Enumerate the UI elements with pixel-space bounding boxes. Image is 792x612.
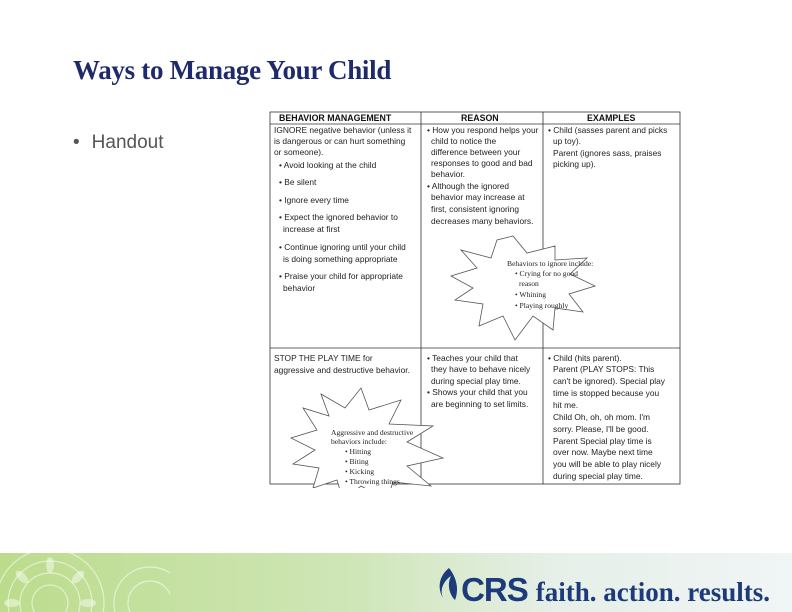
logo-tagline: faith. action. results.	[535, 577, 770, 607]
r1r-line: child to notice the	[431, 136, 497, 146]
r1m-line: • Praise your child for appropriate	[279, 271, 403, 281]
sb2-line: behaviors include:	[331, 437, 387, 446]
header-reason: REASON	[461, 113, 499, 123]
row2-examples	[548, 353, 666, 481]
r2e-line: during special play time.	[553, 471, 643, 481]
r1m-line: increase at first	[283, 224, 340, 234]
row2-reason	[427, 353, 531, 409]
header-examples: EXAMPLES	[587, 113, 636, 123]
r1e-line: Parent (ignores sass, praises	[553, 148, 662, 158]
r1r-line: decreases many behaviors.	[431, 216, 534, 226]
r2e-line: time is stopped because you	[553, 388, 660, 398]
r2e-line: • Child (hits parent).	[548, 353, 622, 363]
r1e-line: • Child (sasses parent and picks	[548, 125, 668, 135]
logo-crs-text: CRS	[461, 571, 528, 608]
r1e-line: up toy).	[553, 136, 581, 146]
r1m-line: or someone).	[274, 147, 324, 157]
r1m-line: is doing something appropriate	[283, 254, 398, 264]
r2r-line: during special play time.	[431, 376, 521, 386]
r1m-line: is dangerous or can hurt something	[274, 136, 406, 146]
handout-image	[265, 108, 685, 488]
r1r-line: • Although the ignored	[427, 181, 510, 191]
r1r-line: difference between your	[431, 147, 521, 157]
header-behavior: BEHAVIOR MANAGEMENT	[279, 113, 392, 123]
r1m-line: • Expect the ignored behavior to	[279, 212, 398, 222]
r1m-line: • Be silent	[279, 177, 317, 187]
r1r-line: behavior may increase at	[431, 192, 525, 202]
r2e-line: hit me.	[553, 400, 579, 410]
r2e-line: Child Oh, oh, oh mom. I'm	[553, 412, 651, 422]
crs-logo	[435, 562, 770, 606]
sb2-line: • Kicking	[345, 467, 375, 476]
r1r-line: first, consistent ignoring	[431, 204, 519, 214]
sb2-line: • Throwing things	[345, 477, 400, 486]
r1m-line: • Continue ignoring until your child	[279, 242, 406, 252]
r1m-line: IGNORE negative behavior (unless it	[274, 125, 412, 135]
mandala-decoration	[0, 553, 170, 612]
r1m-line: behavior	[283, 283, 316, 293]
sb1-line: • Playing roughly	[515, 301, 569, 310]
bullet-item	[73, 132, 164, 154]
r2e-line: sorry. Please, I'll be good.	[553, 424, 649, 434]
sb1-line: reason	[519, 279, 539, 288]
r2r-line: • Teaches your child that	[427, 353, 518, 363]
sb2-line: Aggressive and destructive	[331, 428, 414, 437]
r2e-line: can't be ignored). Special play	[553, 376, 665, 386]
bullet-text: Handout	[91, 132, 164, 153]
r2r-line: are beginning to set limits.	[431, 399, 529, 409]
bullet-dot: •	[73, 132, 80, 153]
r1m-line: • Ignore every time	[279, 195, 349, 205]
r2m-line: STOP THE PLAY TIME for	[274, 353, 373, 363]
sb1-line: • Crying for no good	[515, 269, 578, 278]
r2e-line: Parent Special play time is	[553, 436, 652, 446]
r1r-line: • How you respond helps your	[427, 125, 539, 135]
sb1-line: • Whining	[515, 290, 546, 299]
r2e-line: you will be able to play nicely	[553, 459, 662, 469]
r2e-line: Parent (PLAY STOPS: This	[553, 364, 655, 374]
sb2-line: • Hitting	[345, 447, 372, 456]
r1r-line: responses to good and bad	[431, 158, 533, 168]
r2m-line: aggressive and destructive behavior.	[274, 365, 410, 375]
crs-flame-icon	[435, 566, 459, 606]
sb1-line: Behaviors to ignore include:	[507, 259, 594, 268]
r2r-line: they have to behave nicely	[431, 364, 531, 374]
sb2-line: • Biting	[345, 457, 369, 466]
r1r-line: behavior.	[431, 169, 465, 179]
r1m-line: • Avoid looking at the child	[279, 160, 377, 170]
r2e-line: over now. Maybe next time	[553, 447, 653, 457]
r2r-line: • Shows your child that you	[427, 387, 528, 397]
slide-title: Ways to Manage Your Child	[73, 55, 392, 85]
r1e-line: picking up).	[553, 159, 596, 169]
